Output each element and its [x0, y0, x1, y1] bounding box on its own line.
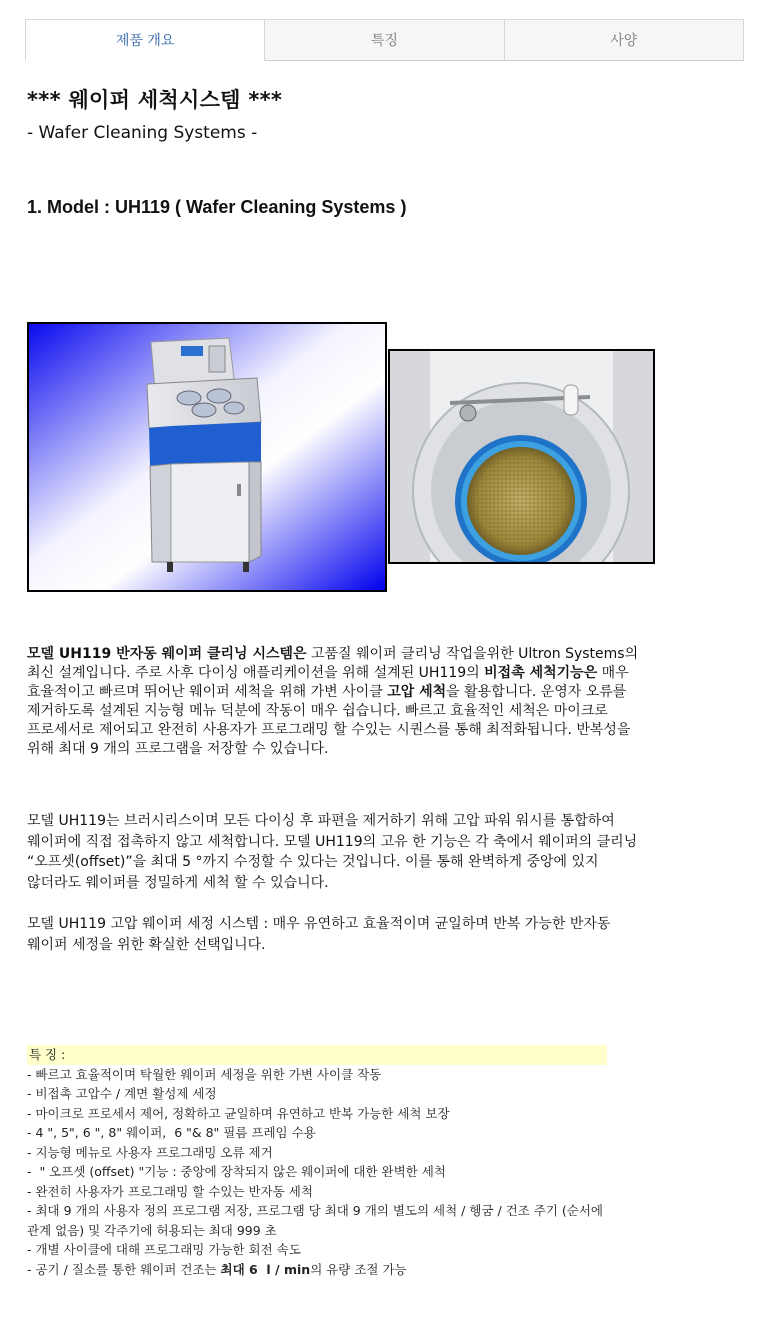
flow-rate-bold-text: 최대 6 l / min: [220, 1261, 311, 1277]
tab-specs[interactable]: 사양: [505, 19, 744, 60]
description-paragraph-3: 모델 UH119 고압 웨이퍼 세정 시스템 : 매우 유연하고 효율적이며 균일하며 반복 가능한 반자동 웨이퍼 세정을 위한 확실한 선택입니다.: [27, 916, 611, 953]
list-item: - 완전히 사용자가 프로그래밍 할 수있는 반자동 세척: [27, 1183, 313, 1199]
list-item: - 4 ", 5", 6 ", 8" 웨이퍼, 6 "& 8" 필름 프레임 수용: [27, 1125, 316, 1140]
machine-illustration: [29, 324, 385, 590]
machine-photo: [27, 322, 387, 592]
page-title: *** 웨이퍼 세척시스템 ***: [27, 88, 283, 112]
model-heading: 1. Model : UH119 ( Wafer Cleaning Systems ): [27, 197, 407, 217]
intro-bold-text: 모델 UH119 반자동 웨이퍼 클리닝 시스템은: [27, 646, 307, 662]
list-item: - 비접촉 고압수 / 계면 활성제 세정: [27, 1086, 217, 1101]
tab-bar: [25, 19, 744, 61]
list-item: - 개별 사이클에 대해 프로그래밍 가능한 회전 속도: [27, 1242, 301, 1257]
tab-features[interactable]: 특징: [265, 19, 504, 60]
drying-text: - 공기 / 질소를 통한 웨이퍼 건조는: [27, 1261, 221, 1277]
tab-overview[interactable]: 제품 개요: [25, 19, 265, 61]
list-item: - 지능형 메뉴로 사용자 프로그래밍 오류 제거: [27, 1144, 273, 1160]
noncontact-bold-text: 비접촉 세척기능은: [484, 665, 598, 681]
menu-text: 을 활용합니다. 운영자 오류를 제거하도록 설계된 지능형 메뉴 덕분에 작동이 매우 쉽습니다. 빠르고 효율적인 세척은 마이크로 프로세서로 제어되고 완전히 사용자가 프로그래밍 할 수있는 시퀀스를 통해 최적화됩니다. 반복성을 위해 최대 9 개의 프로그램을 저장할 수 있습니다.: [27, 684, 631, 757]
list-item: - 마이크로 프로세서 제어, 정확하고 균일하며 유연하고 반복 가능한 세척 보장: [27, 1105, 450, 1121]
list-item: [27, 1260, 607, 1280]
page-subtitle: - Wafer Cleaning Systems -: [27, 123, 258, 143]
list-item: - " 오프셋 (offset) "기능 : 중앙에 장착되지 않은 웨이퍼에 대한 완벽한 세척: [27, 1164, 446, 1179]
high-pressure-bold-text: 고압 세척: [387, 684, 447, 700]
list-item: - 빠르고 효율적이며 탁월한 웨이퍼 세정을 위한 가변 사이클 작동: [27, 1066, 382, 1082]
description-paragraph-1: [27, 645, 655, 759]
cycle-text: 매우 효율적이고 빠르며 뛰어난 웨이퍼 세척을 위해 가변 사이클: [27, 665, 629, 700]
list-item: - 최대 9 개의 사용자 정의 프로그램 저장, 프로그램 당 최대 9 개의 별도의 세척 / 헹굼 / 건조 주기 (순서에 관계 없음) 및 각주기에 허용되는 최대 999 초: [27, 1203, 607, 1238]
features-list: [27, 1045, 607, 1279]
wafer-chamber-illustration: [390, 351, 653, 562]
chamber-photo: [388, 349, 655, 564]
flow-rate-suffix-text: 의 유량 조절 가능: [310, 1261, 407, 1277]
features-heading: 특 징 :: [27, 1045, 607, 1065]
intro-text: 고품질 웨이퍼 클리닝 작업을위한 Ultron Systems의 최신 설계입니다. 주로 사후 다이싱 애플리케이션을 위해 설계된 UH119의: [27, 646, 639, 681]
description-paragraph-2: 모델 UH119는 브러시리스이며 모든 다이싱 후 파편을 제거하기 위해 고압 파워 워시를 통합하여 웨이퍼에 직접 접촉하지 않고 세척합니다. 모델 UH119의 고유 한 기능은 각 축에서 웨이퍼의 클리닝 “오프셋(offset)”을 최대 5 °까지 수정할 수 있다는 것입니다. 이를 통해 완벽하게 중앙에 있지 않더라도 웨이퍼를 정밀하게 세척 할 수 있습니다.: [27, 813, 638, 891]
